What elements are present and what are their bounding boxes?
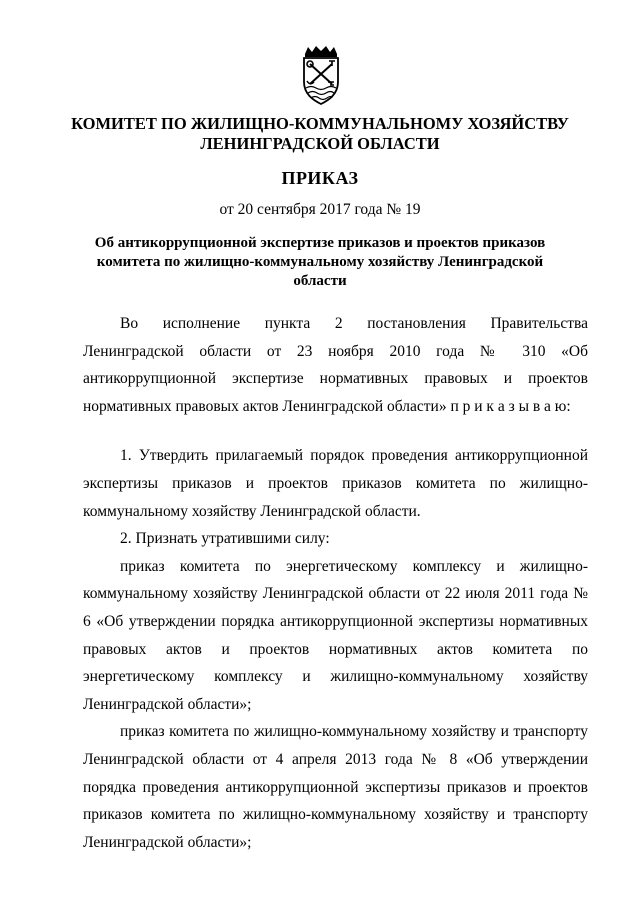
organization-name <box>60 114 580 154</box>
subject-line-1: Об антикоррупционной экспертизе приказов и проектов приказов <box>94 235 546 251</box>
item-1-paragraph: 1. Утвердить прилагаемый порядок проведения антикоррупционной экспертизы приказов и проектов приказов комитета по жилищно-коммунальному хозяйству Ленинградской области. <box>83 447 588 520</box>
item-2-paragraph: 2. Признать утратившими силу: <box>120 530 330 548</box>
coat-of-arms-icon <box>299 44 343 106</box>
preamble-paragraph: Во исполнение пункта 2 постановления Правительства Ленинградской области от 23 ноября 2010 года № 310 «Об антикоррупционной экспертизе нормативных правовых и проектов нормативных правовых актов Ленинградской области» п р и к а з ы в а ю: <box>83 315 588 415</box>
item-2b-paragraph: приказ комитета по жилищно-коммунальному хозяйству и транспорту Ленинградской области от 4 апреля 2013 года № 8 «Об утверждении порядка проведения антикоррупционной экспертизы приказов и проектов приказов комитета по жилищно-коммунальному хозяйству и транспорту Ленинградской области»; <box>83 723 588 851</box>
subject-line-3: области <box>293 273 347 289</box>
document-subject <box>60 234 580 291</box>
document-body <box>83 310 588 856</box>
subject-line-2: комитета по жилищно-коммунальному хозяйству Ленинградской <box>96 254 544 270</box>
organization-name-line-2: ЛЕНИНГРАДСКОЙ ОБЛАСТИ <box>200 134 440 153</box>
item-2a-paragraph: приказ комитета по энергетическому комплексу и жилищно-коммунальному хозяйству Ленинградской области от 22 июля 2011 года № 6 «Об утверждении порядка антикоррупционной экспертизы нормативных правовых актов и проектов нормативных актов комитета по энергетическому комплексу и жилищно-коммунальному хозяйству Ленинградской области»; <box>83 557 588 713</box>
paragraph-gap <box>83 420 588 442</box>
document-type: ПРИКАЗ <box>281 168 359 188</box>
organization-name-line-1: КОМИТЕТ ПО ЖИЛИЩНО-КОММУНАЛЬНОМУ ХОЗЯЙСТВУ <box>71 114 569 133</box>
document-date-number: от 20 сентября 2017 года № 19 <box>219 201 421 218</box>
